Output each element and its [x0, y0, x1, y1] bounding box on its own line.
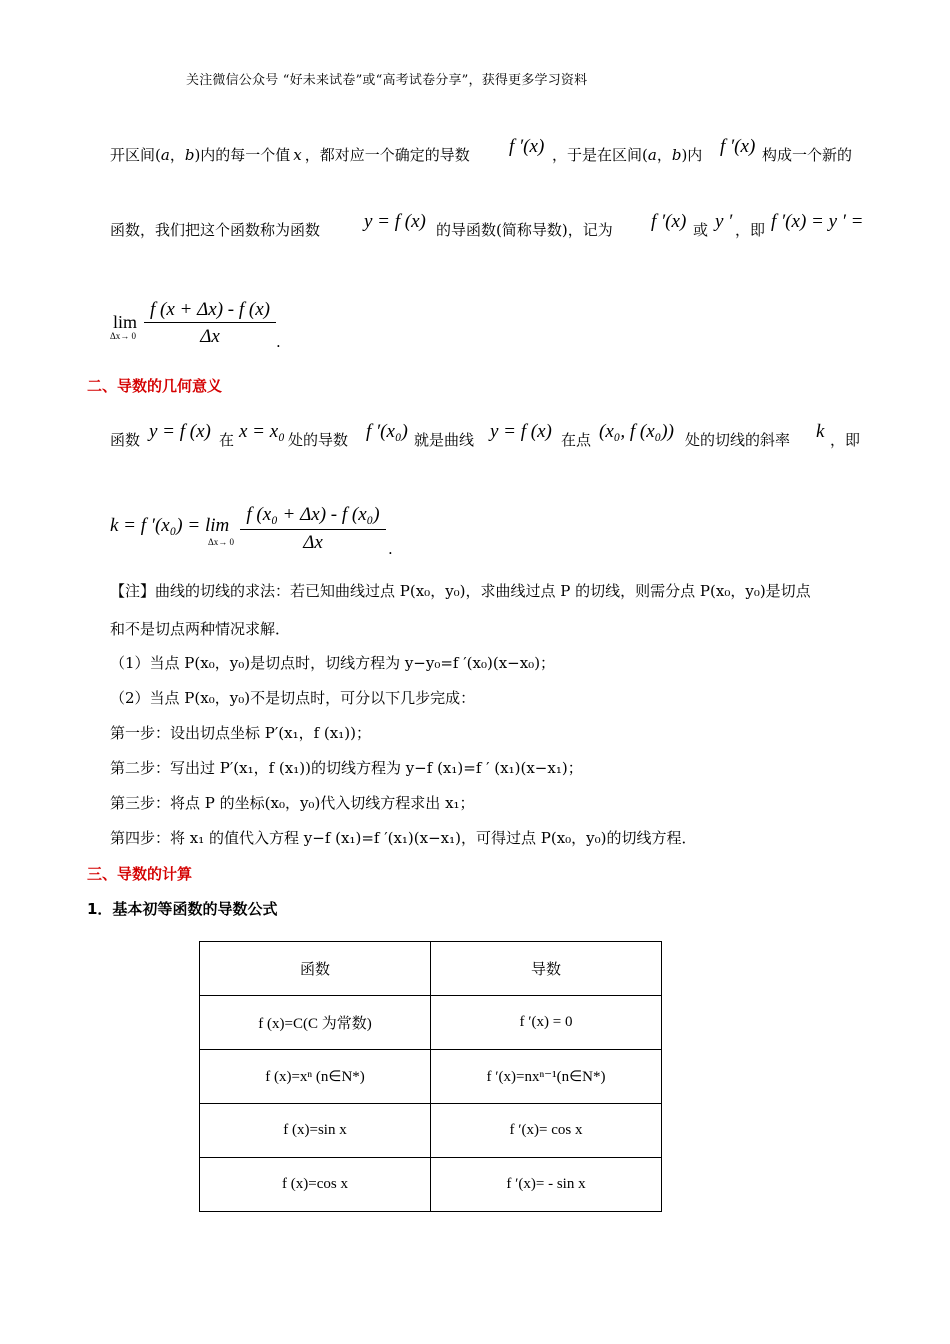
var-a: a: [647, 146, 657, 164]
text: ，: [656, 146, 672, 164]
math-f-prime-x0: f ′(x₀): [366, 421, 408, 442]
text: 开区间(: [110, 146, 161, 164]
text: 就是曲线: [414, 431, 475, 449]
text: 的导函数(简称导数)，记为: [436, 221, 613, 239]
table-row: [200, 996, 662, 1050]
math-f-prime-x-2: f ′(x): [720, 136, 756, 157]
math-f-prime-x: f ′(x): [509, 136, 545, 157]
fraction-bar-2: [240, 529, 386, 530]
table-header-cell: 导数: [431, 942, 662, 996]
math-y-prime: y ′: [715, 211, 733, 232]
note-line-8: 第四步：将 x₁ 的值代入方程 y−f (x₁)=f ′(x₁)(x−x₁)，可得过点 P(x₀，y₀)的切线方程．: [110, 829, 697, 847]
text: 构成一个新的: [762, 146, 853, 164]
table-cell: f ′(x)=nxⁿ⁻¹(n∈N*): [431, 1050, 662, 1104]
math-x-eq-x0: x = x₀: [239, 421, 285, 442]
math-f-prime-x-3: f ′(x): [651, 211, 687, 232]
section-heading-2: 二、导数的几何意义: [87, 377, 223, 395]
math-y-eq-fx: y = f (x): [364, 211, 426, 232]
fraction-numerator-2: f (x₀ + Δx) - f (x₀): [246, 504, 380, 525]
text: 函数，我们把这个函数称为函数: [110, 221, 321, 239]
page-header: 关注微信公众号 “好未来试卷”或“高考试卷分享”，获得更多学习资料: [186, 73, 588, 88]
text: 在: [219, 431, 235, 449]
table-cell: f (x)=xⁿ (n∈N*): [200, 1050, 431, 1104]
text: 在点: [561, 431, 592, 449]
text: ，: [169, 146, 185, 164]
note-line-3: （1）当点 P(x₀，y₀)是切点时，切线方程为 y−y₀=f ′(x₀)(x−x₀)；: [110, 654, 556, 672]
fraction-denominator-2: Δx: [303, 532, 323, 553]
var-b: b: [671, 146, 682, 164]
note-line-1: 【注】曲线的切线的求法：若已知曲线过点 P(x₀，y₀)，求曲线过点 P 的切线，则需分点 P(x₀，y₀)是切点: [110, 582, 811, 600]
lim-symbol: lim: [113, 312, 138, 332]
note-line-6: 第二步：写出过 P′(x₁，f (x₁))的切线方程为 y−f (x₁)=f ′ (x₁)(x−x₁)；: [110, 759, 583, 777]
table-header-row: [200, 942, 662, 996]
text: ，即: [830, 431, 861, 449]
math-k: k: [816, 421, 825, 442]
text: 处的切线的斜率: [685, 431, 791, 449]
lim-subscript: Δx→ 0: [110, 331, 137, 341]
period: .: [276, 333, 281, 351]
var-a: a: [160, 146, 170, 164]
var-b: b: [184, 146, 195, 164]
table-cell: f (x)=C(C 为常数): [200, 996, 431, 1050]
text: ，都对应一个确定的导数: [304, 146, 470, 164]
table-cell: f ′(x) = 0: [431, 996, 662, 1050]
table-row: [200, 1158, 662, 1212]
text: )内: [681, 146, 703, 164]
math-y-eq-fx-2: y = f (x): [490, 421, 552, 442]
fraction-numerator: f (x + Δx) - f (x): [150, 299, 270, 320]
table-row: [200, 1104, 662, 1158]
table-cell: f (x)=cos x: [200, 1158, 431, 1212]
text: ，即: [735, 221, 766, 239]
math-f-prime-eq-y-prime: f ′(x) = y ′ =: [771, 211, 864, 232]
para1-line1: [110, 144, 470, 165]
math-y-eq-fx: y = f (x): [149, 421, 211, 442]
fraction-bar: [144, 322, 276, 323]
subheading-1: 1．基本初等函数的导数公式: [87, 900, 278, 918]
table-row: [200, 1050, 662, 1104]
section-heading-3: 三、导数的计算: [87, 865, 193, 883]
note-line-2: 和不是切点两种情况求解．: [110, 620, 291, 638]
period: .: [388, 540, 393, 558]
fraction-denominator: Δx: [200, 326, 220, 347]
text: 函数: [110, 431, 141, 449]
lim-subscript-2: Δx→ 0: [208, 537, 235, 547]
text: 处的导数: [288, 431, 349, 449]
table-header-cell: 函数: [200, 942, 431, 996]
table-cell: f ′(x)= - sin x: [431, 1158, 662, 1212]
math-point: (x₀, f (x₀)): [599, 421, 674, 442]
derivative-table: [199, 941, 662, 1212]
para1-line1-b: [552, 144, 702, 165]
text: ，于是在区间(: [552, 146, 648, 164]
text: )内的每一个值: [194, 146, 291, 164]
var-x: x: [293, 146, 302, 164]
formula2-left: k = f ′(x₀) = lim: [110, 515, 230, 536]
table-cell: f ′(x)= cos x: [431, 1104, 662, 1158]
text: 或: [693, 221, 709, 239]
note-line-5: 第一步：设出切点坐标 P′(x₁，f (x₁))；: [110, 724, 371, 742]
table-cell: f (x)=sin x: [200, 1104, 431, 1158]
note-line-4: （2）当点 P(x₀，y₀)不是切点时，可分以下几步完成：: [110, 689, 476, 707]
note-line-7: 第三步：将点 P 的坐标(x₀，y₀)代入切线方程求出 x₁；: [110, 794, 475, 812]
